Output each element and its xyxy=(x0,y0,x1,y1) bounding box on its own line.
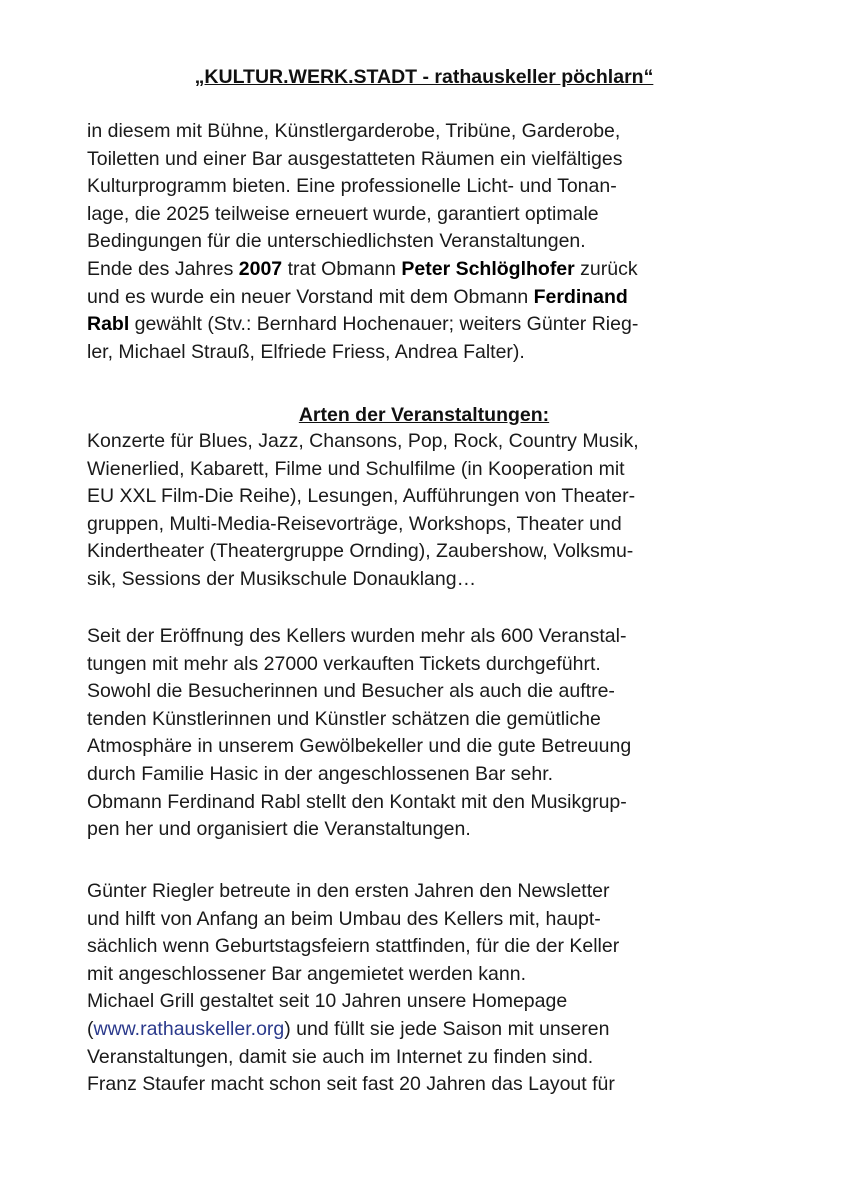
text-line: lage, die 2025 teilweise erneuert wurde, garantiert optimale xyxy=(87,202,599,225)
text-run: ) und füllt sie jede Saison mit unseren xyxy=(284,1017,610,1040)
text-line: mit angeschlossener Bar angemietet werden kann. xyxy=(87,962,526,985)
text-run: trat Obmann xyxy=(282,257,402,280)
text-line: in diesem mit Bühne, Künstlergarderobe, Tribüne, Garderobe, xyxy=(87,120,621,142)
paragraph-event-types xyxy=(87,428,787,594)
text-line: tungen mit mehr als 27000 verkauften Tickets durchgeführt. xyxy=(87,652,601,675)
text-line: gruppen, Multi-Media-Reisevorträge, Workshops, Theater und xyxy=(87,512,622,535)
text-line: Atmosphäre in unserem Gewölbekeller und die gute Betreuung xyxy=(87,735,632,758)
section-heading: Arten der Veranstaltungen: xyxy=(298,404,550,426)
page-title: „KULTUR.WERK.STADT - rathauskeller pöchlarn“ xyxy=(194,66,654,88)
text-line: Bedingungen für die unterschiedlichsten Veranstaltungen. xyxy=(87,230,586,253)
year-highlight: 2007 xyxy=(238,257,283,280)
text-line: Günter Riegler betreute in den ersten Jahren den Newsletter xyxy=(87,880,610,902)
text-run: gewählt (Stv.: Bernhard Hochenauer; weiters Günter Rieg- xyxy=(129,313,639,336)
text-line: Kulturprogramm bieten. Eine professionelle Licht- und Tonan- xyxy=(87,175,617,198)
text-line: Veranstaltungen, damit sie auch im Internet zu finden sind. xyxy=(87,1045,594,1068)
text-line: Obmann Ferdinand Rabl stellt den Kontakt mit den Musikgrup- xyxy=(87,790,627,813)
paragraph-intro xyxy=(87,118,787,366)
text-line: Toiletten und einer Bar ausgestatteten Räumen ein vielfältiges xyxy=(87,147,623,170)
chairman-last-name: Rabl xyxy=(87,313,130,336)
text-line: tenden Künstlerinnen und Künstler schätzen die gemütliche xyxy=(87,707,601,730)
text-line: ler, Michael Strauß, Elfriede Friess, Andrea Falter). xyxy=(87,340,525,363)
paragraph-history xyxy=(87,623,787,844)
text-run: und es wurde ein neuer Vorstand mit dem Obmann xyxy=(87,285,534,308)
text-line: sächlich wenn Geburtstagsfeiern stattfinden, für die der Keller xyxy=(87,935,620,958)
text-line xyxy=(87,256,787,284)
text-line: pen her und organisiert die Veranstaltungen. xyxy=(87,818,471,841)
text-line: Konzerte für Blues, Jazz, Chansons, Pop, Rock, Country Musik, xyxy=(87,430,639,452)
text-line: Seit der Eröffnung des Kellers wurden mehr als 600 Veranstal- xyxy=(87,625,627,647)
homepage-link[interactable]: www.rathauskeller.org xyxy=(93,1017,285,1040)
text-run: Ende des Jahres xyxy=(87,257,239,280)
text-line: Wienerlied, Kabarett, Filme und Schulfilme (in Kooperation mit xyxy=(87,457,625,480)
text-line xyxy=(87,311,787,339)
text-run: zurück xyxy=(574,257,638,280)
text-line xyxy=(87,1016,787,1044)
text-line: sik, Sessions der Musikschule Donauklang… xyxy=(87,567,477,590)
text-line: Sowohl die Besucherinnen und Besucher als auch die auftre- xyxy=(87,680,615,703)
former-chairman-name: Peter Schlöglhofer xyxy=(401,257,575,280)
paragraph-team xyxy=(87,878,787,1099)
text-run: ( xyxy=(87,1017,94,1040)
text-line: Franz Staufer macht schon seit fast 20 Jahren das Layout für xyxy=(87,1073,615,1096)
text-line: und hilft von Anfang an beim Umbau des Kellers mit, haupt- xyxy=(87,907,601,930)
text-line: Michael Grill gestaltet seit 10 Jahren unsere Homepage xyxy=(87,990,568,1013)
text-line: Kindertheater (Theatergruppe Ornding), Zaubershow, Volksmu- xyxy=(87,540,634,563)
text-line: durch Familie Hasic in der angeschlossenen Bar sehr. xyxy=(87,762,554,785)
chairman-first-name: Ferdinand xyxy=(533,285,628,308)
text-line xyxy=(87,284,787,312)
text-line: EU XXL Film-Die Reihe), Lesungen, Aufführungen von Theater- xyxy=(87,485,636,508)
